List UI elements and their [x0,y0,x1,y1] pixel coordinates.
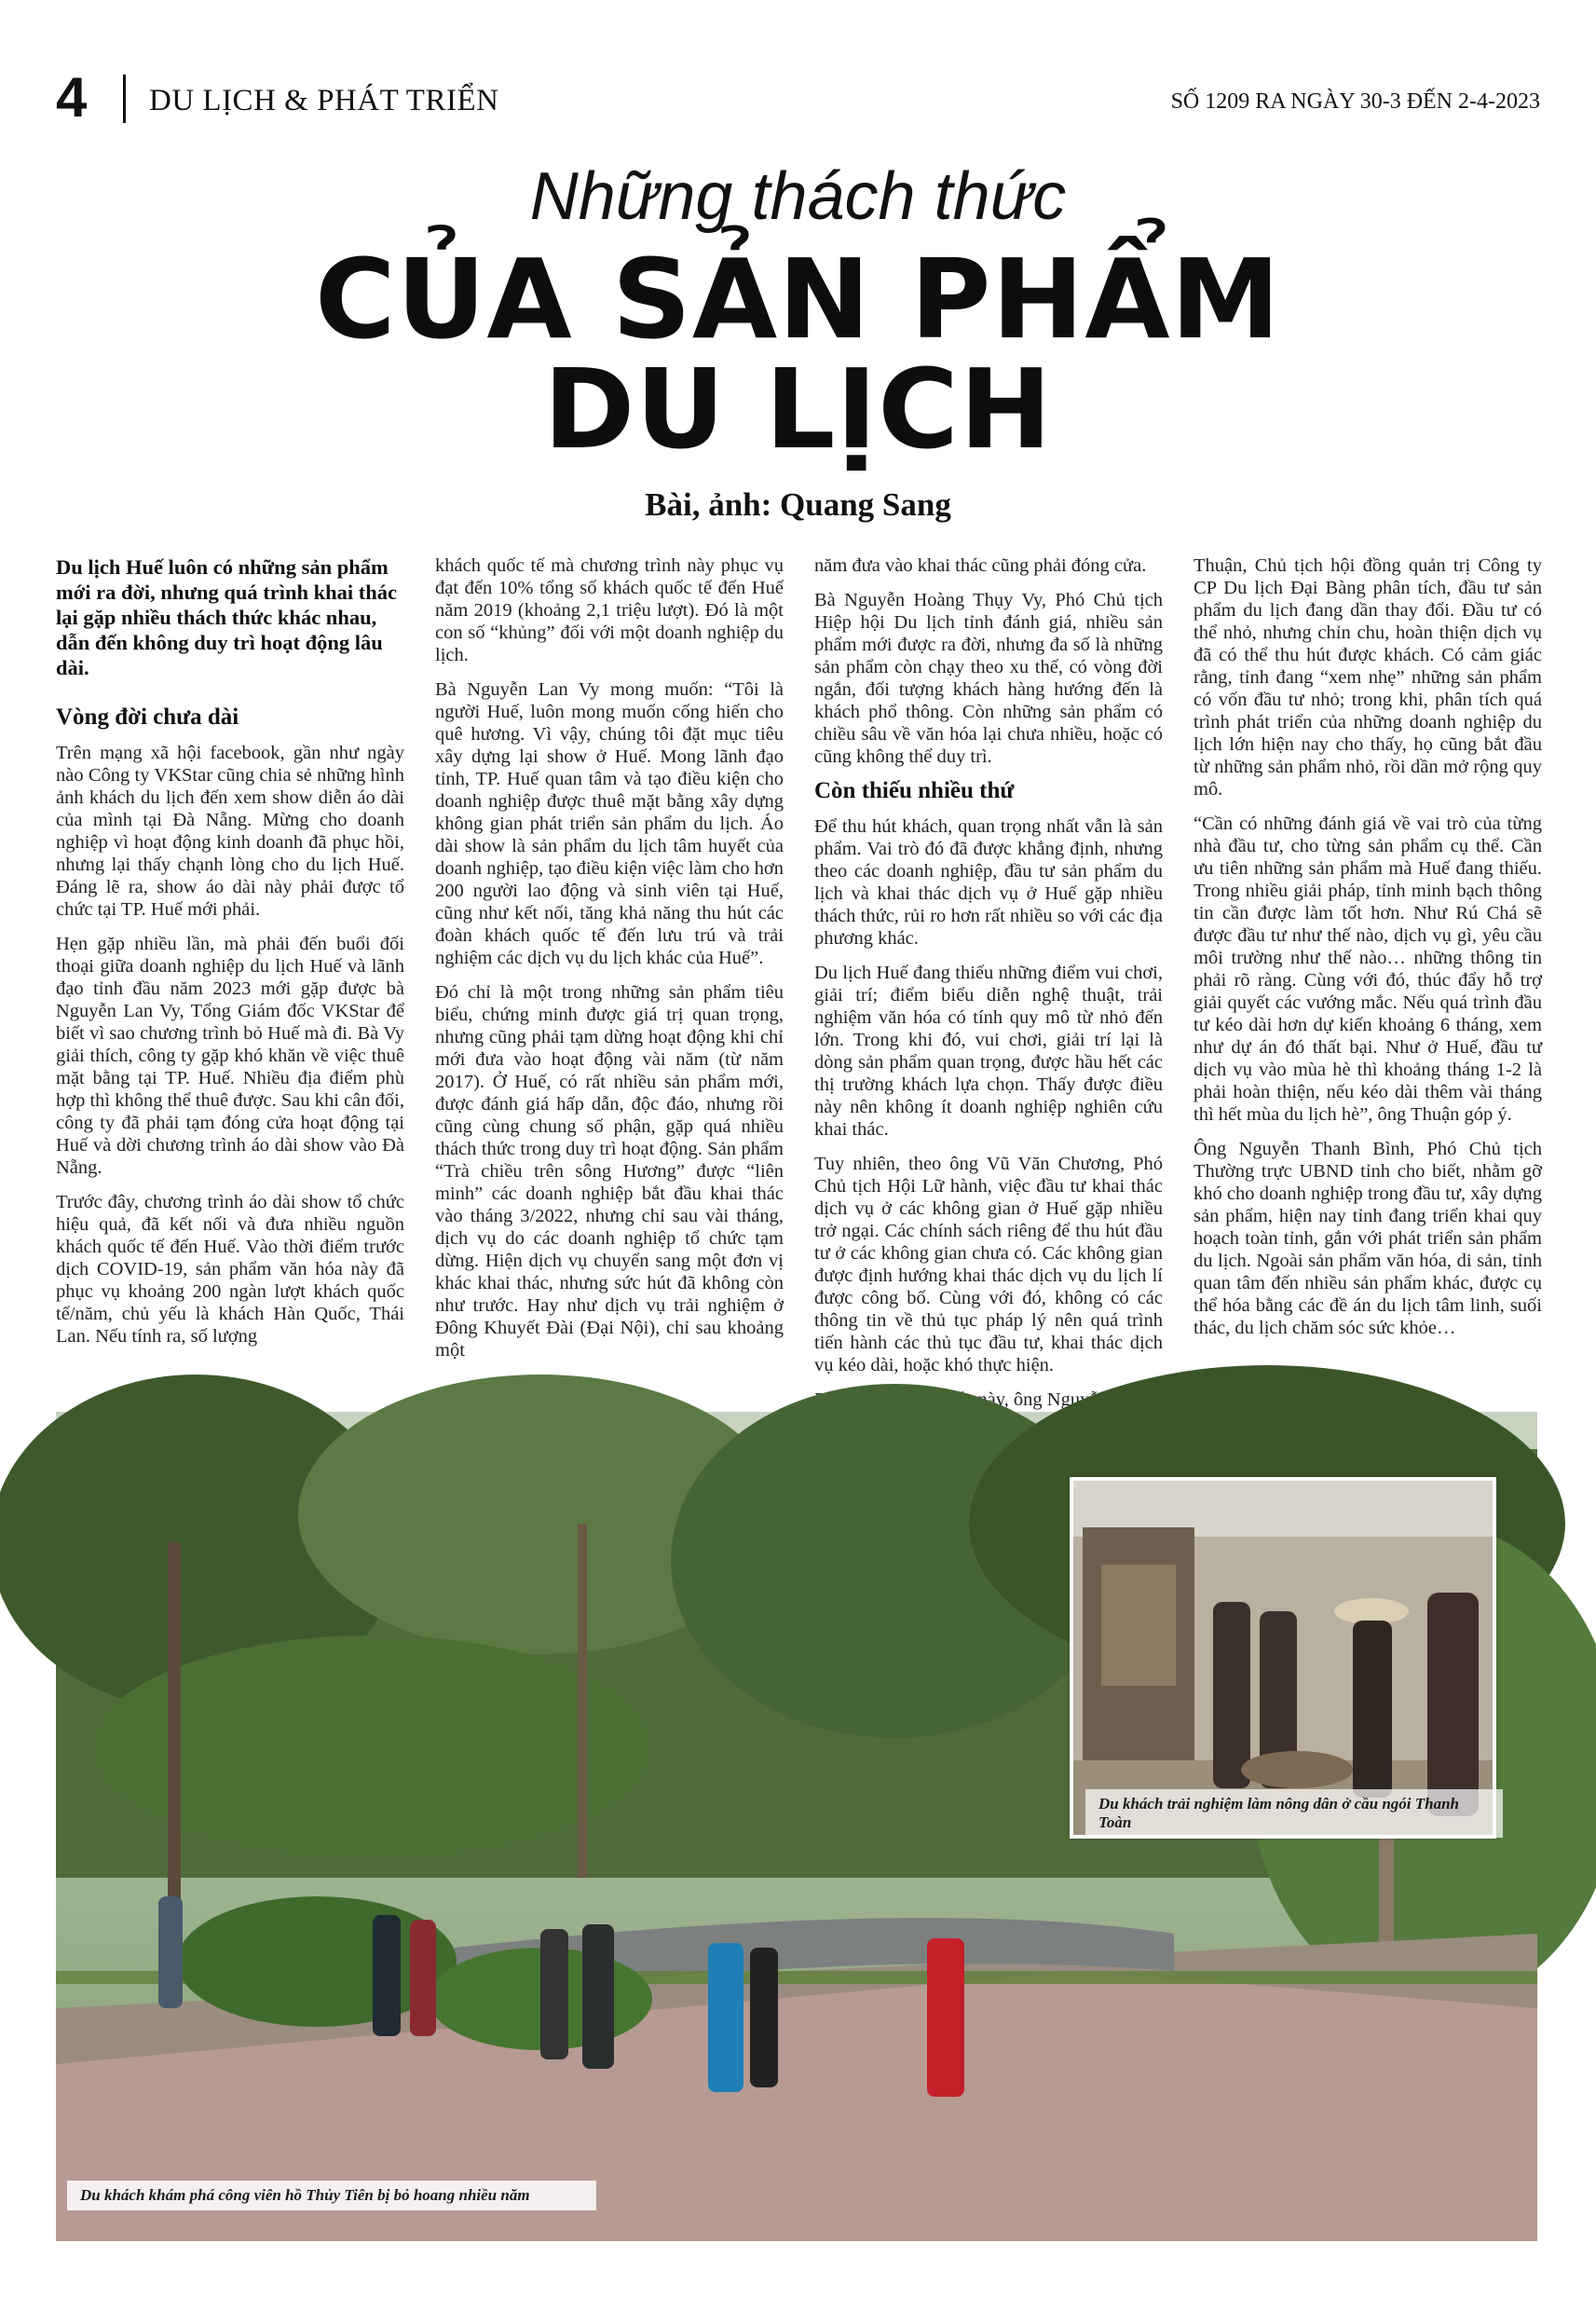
section-name: DU LỊCH & PHÁT TRIỂN [149,84,499,117]
subhead-1: Vòng đời chưa dài [56,705,239,730]
article-kicker: Những thách thức [529,159,1067,234]
inset-photo-caption: Du khách trải nghiệm làm nông dân ở cầu ngói Thanh Toàn [1085,1789,1503,1838]
paragraph: Để thu hút khách, quan trọng nhất vẫn là sản phẩm. Vai trò đó đã được khẳng định, nhưng theo các doanh nghiệp, đầu tư sản phẩm du lịch và khai thác dịch vụ ở Huế gặp nhiều thách thức, rủi ro hơn rất nhiều so với các địa phương khác. [814,816,1163,949]
article-headline [0,235,1596,473]
paragraph: Thuận, Chủ tịch hội đồng quản trị Công ty CP Du lịch Đại Bàng phân tích, đầu tư sản phẩm du lịch đang dần thay đổi. Đầu tư có thể nhỏ, nhưng chỉn chu, hoàn thiện dịch vụ đã có thể thu hút được khách. Có cảm giác rằng, tỉnh đang “xem nhẹ” những sản phẩm có vốn đầu tư nhỏ; trong khi, phân tích quá trình phát triển của những doanh nghiệp du lịch lớn hiện nay cho thấy, họ cũng bắt đầu từ những sản phẩm nhỏ, rồi dần mở rộng quy mô. [1194,555,1542,800]
paragraph: Ông Nguyễn Thanh Bình, Phó Chủ tịch Thường trực UBND tỉnh cho biết, nhằm gỡ khó cho doanh nghiệp trong đầu tư, xây dựng sản phẩm, hiện nay tỉnh đang triển khai quy hoạch toàn tỉnh, gắn với phát triển sản phẩm du lịch. Ngoài sản phẩm văn hóa, di sản, tỉnh quan tâm đến nhiều sản phẩm khác, được cụ thể hóa bằng các đề án du lịch tâm linh, suối thác, du lịch chăm sóc sức khỏe… [1194,1139,1542,1338]
paragraph: Du lịch Huế đang thiếu những điểm vui chơi, giải trí; điểm biểu diễn nghệ thuật, trải nghiệm văn hóa có tính quy mô từ nhỏ đến lớn. Trong khi đó, vui chơi, giải trí lại là dòng sản phẩm quan trọng, được hầu hết các thị trường khách lựa chọn. Thấy được điều này nên không ít doanh nghiệp nghiên cứu khai thác. [814,963,1163,1140]
header-divider [123,75,126,123]
paragraph: Trên mạng xã hội facebook, gần như ngày nào Công ty VKStar cũng chia sẻ những hình ảnh khách du lịch đến xem show diễn áo dài của mình tại Đà Nẵng. Mừng cho doanh nghiệp vì hoạt động kinh doanh đã phục hồi, nhưng lại thấy chạnh lòng cho du lịch Huế. Đáng lẽ ra, show áo dài này phải được tổ chức tại TP. Huế mới phải. [56,743,404,920]
main-photo-caption: Du khách khám phá công viên hồ Thủy Tiên bị bỏ hoang nhiều năm [67,2181,596,2210]
headline-line-2: DU LỊCH [543,345,1053,473]
paragraph: này, ông Nguyễn [977,1389,1108,1410]
paragraph: khách quốc tế mà chương trình này phục vụ đạt đến 10% tổng số khách quốc tế đến Huế năm 2019 (khoảng 2,1 triệu lượt). Đó là một con số “khủng” đối với một doanh nghiệp du lịch. [435,555,784,665]
column-1 [56,554,404,1375]
paragraph: Bà Nguyễn Hoàng Thụy Vy, Phó Chủ tịch Hiệp hội Du lịch tỉnh đánh giá, nhiều sản phẩm mới được ra đời, nhưng đa số là những sản phẩm còn chạy theo xu thế, có vòng đời ngắn, đối tượng khách hàng hướng đến là khách phổ thông. Còn những sản phẩm có chiều sâu về văn hóa lại chưa nhiều, hoặc có cũng không thể duy trì. [814,590,1163,767]
article-body [56,554,1542,1410]
column-2 [435,554,784,1375]
paragraph: Hẹn gặp nhiều lần, mà phải đến buổi đối thoại giữa doanh nghiệp du lịch Huế và lãnh đạo tỉnh đầu năm 2023 mới gặp được bà Nguyễn Lan Vy, Tổng Giám đốc VKStar để biết vì sao chương trình bỏ Huế mà đi. Bà Vy giải thích, công ty gặp khó khăn về việc thuê mặt bằng tại TP. Huế. Nhiều địa điểm phù hợp thì không thể thuê được. Sau khi cân đối, công ty đã phải tạm đóng cửa hoạt động tại Huế và dời chương trình áo dài show vào Đà Nẵng. [56,934,404,1178]
paragraph: Đó chỉ là một trong những sản phẩm tiêu biểu, chứng minh được giá trị quan trọng, nhưng cũng phải tạm dừng hoạt động khi chỉ mới đưa vào hoạt động vài năm (từ năm 2017). Ở Huế, có rất nhiều sản phẩm mới, được đánh giá hấp dẫn, độc đáo, nhưng rồi cũng cùng chung số phận, gặp quá nhiều thách thức trong duy trì hoạt động. Sản phẩm “Trà chiều trên sông Hương” được “liên minh” các doanh nghiệp bắt đầu khai thác vào tháng 3/2022, nhưng chỉ sau vài tháng, dịch vụ do các doanh nghiệp tổ chức tạm dừng. Hiện dịch vụ chuyển sang một đơn vị khác khai thác, nhưng sức hút đã không còn như trước. Hay như dịch vụ trải nghiệm ở Đông Khuyết Đài (Đại Nội), chỉ sau khoảng một [435,982,784,1361]
column-3 [814,554,1163,1410]
page-number: 4 [56,66,88,129]
paragraph: Bà Nguyễn Lan Vy mong muốn: “Tôi là người Huế, luôn mong muốn cống hiến cho quê hương. Vì vậy, chúng tôi đặt mục tiêu xây dựng lại show ở Huế. Mong lãnh đạo tỉnh, TP. Huế quan tâm và tạo điều kiện cho doanh nghiệp được thuê mặt bằng xây dựng không gian phát triển sản phẩm du lịch. Áo dài show là sản phẩm du lịch tâm huyết của doanh nghiệp, tạo điều kiện việc làm cho hơn 200 người lao động và sinh viên tại Huế, cũng như kết nối, tăng khả năng thu hút các đoàn khách quốc tế đến lưu trú và trải nghiệm các dịch vụ du lịch khác của Huế”. [435,679,784,968]
inset-photo [1070,1477,1496,1839]
article-lead: Du lịch Huế luôn có những sản phẩm mới ra đời, nhưng quá trình khai thác lại gặp nhiều thách thức khác nhau, dẫn đến không duy trì hoạt động lâu dài. [56,555,398,679]
subhead-2: Còn thiếu nhiều thứ [814,778,1015,803]
farming-scene-illustration [1073,1481,1493,1835]
issue-info: SỐ 1209 RA NGÀY 30-3 ĐẾN 2-4-2023 [1170,89,1540,114]
paragraph: Tuy nhiên, theo ông Vũ Văn Chương, Phó Chủ tịch Hội Lữ hành, việc đầu tư khai thác dịch vụ ở các không gian ở Huế gặp nhiều trở ngại. Các chính sách riêng để thu hút đầu tư ở các không gian chưa có. Các không gian được định hướng khai thác dịch vụ du lịch lí được công bố. Cùng với đó, không có các thông tin về thủ tục pháp lý nên quá trình tiến hành các thủ tục đầu tư, khai thác dịch vụ kéo dài, hoặc khó thực hiện. [814,1154,1163,1375]
headline-line-1: CỦA SẢN PHẨM [315,235,1281,363]
column-4 [1194,554,1542,1375]
paragraph: Trước đây, chương trình áo dài show tổ chức hiệu quả, đã kết nối và đưa nhiều nguồn khách quốc tế đến Huế. Vào thời điểm trước dịch COVID-19, sản phẩm văn hóa này đã phục vụ khoảng 200 ngàn lượt khách quốc tế/năm, chủ yếu là khách Hàn Quốc, Thái Lan. Nếu tính ra, số lượng [56,1192,404,1347]
page-header [56,65,1540,130]
article-byline: Bài, ảnh: Quang Sang [645,486,951,523]
paragraph: năm đưa vào khai thác cũng phải đóng cửa. [814,555,1147,576]
paragraph: “Cần có những đánh giá về vai trò của từng nhà đầu tư, cho từng sản phẩm cụ thể. Cần ưu tiên những sản phẩm mà Huế đang thiếu. Trong nhiều giải pháp, tỉnh minh bạch thông tin cần được làm tốt hơn. Như Rú Chá sẽ được đầu tư như thế nào, dịch vụ gì, yêu cầu môi trường như thế nào… những thông tin phải rõ ràng. Cùng với đó, thúc đẩy hỗ trợ giải quyết các vướng mắc. Nếu quá trình đầu tư kéo dài hơn dự kiến khoảng 6 tháng, xem như dự án đó thất bại. Như ở Huế, đầu tư dịch vụ vào mùa hè thì khoảng tháng 1-2 là phải hoàn thiện, nếu kéo dài thêm vài tháng thì hết mùa du lịch hè”, ông Thuận góp ý. [1194,814,1542,1125]
